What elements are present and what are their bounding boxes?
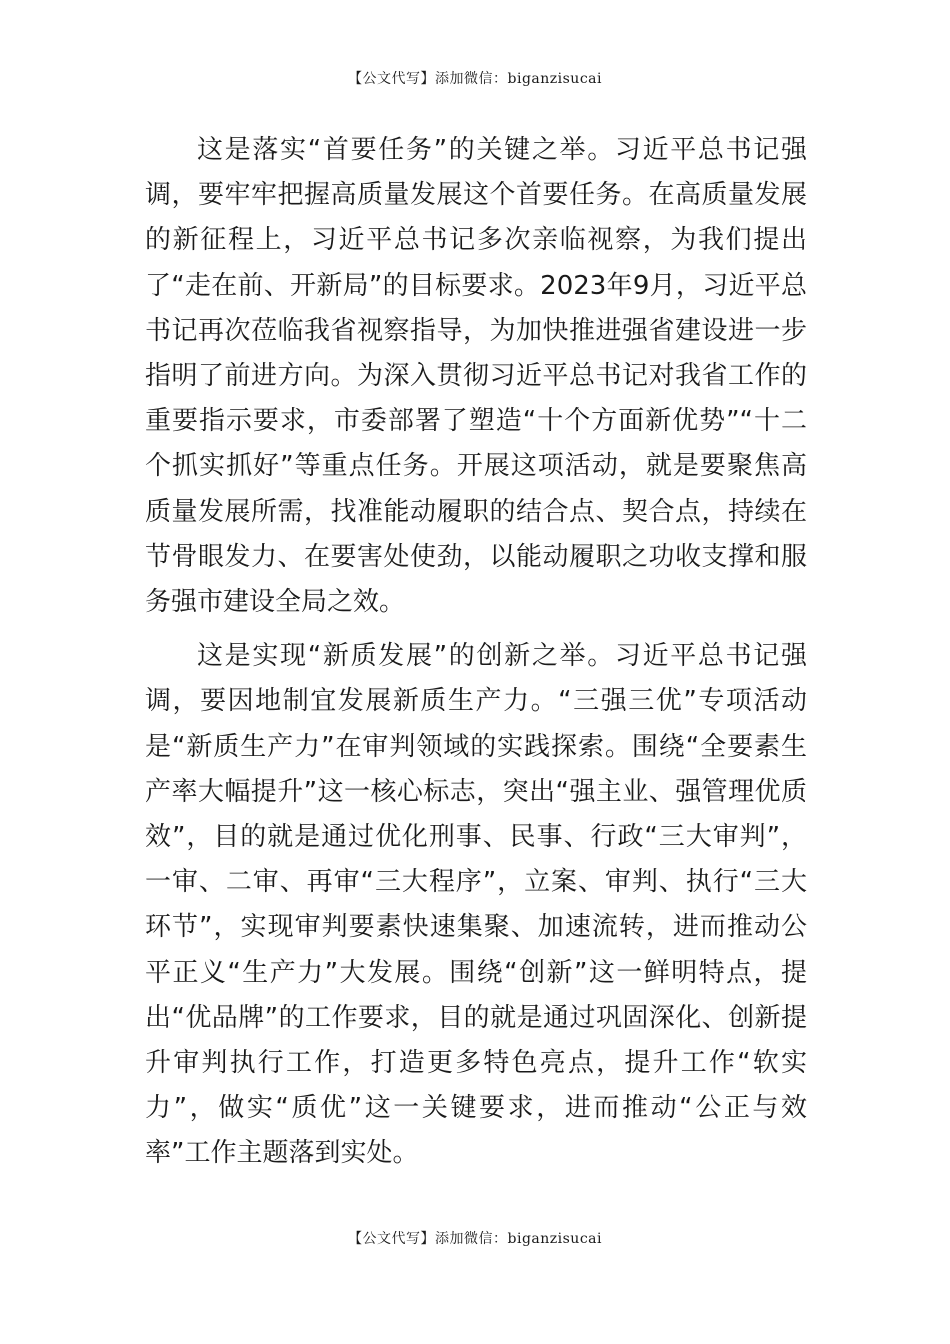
paragraph-new-quality: 这是实现“新质发展”的创新之举。习近平总书记强调，要因地制宜发展新质生产力。“三强三优”专项活动是“新质生产力”在审判领域的实践探索。围绕“全要素生产率大幅提升”这一核心标志，突出“强主业、强管理优质效”，目的就是通过优化刑事、民事、行政“三大审判”，一审、二审、再审“三大程序”，立案、审判、执行“三大环节”，实现审判要素快速集聚、加速流转，进而推动公平正义“生产力”大发展。围绕“创新”这一鲜明特点，提出“优品牌”的工作要求，目的就是通过巩固深化、创新提升审判执行工作，打造更多特色亮点，提升工作“软实力”，做实“质优”这一关键要求，进而推动“公正与效率”工作主题落到实处。 [145,641,807,1169]
paragraph-first-task: 这是落实“首要任务”的关键之举。习近平总书记强调，要牢牢把握高质量发展这个首要任务。在高质量发展的新征程上，习近平总书记多次亲临视察，为我们提出了“走在前、开新局”的目标要求。2023年9月，习近平总书记再次莅临我省视察指导，为加快推进强省建设进一步指明了前进方向。为深入贯彻习近平总书记对我省工作的重要指示要求，市委部署了塑造“十个方面新优势”“十二个抓实抓好”等重点任务。开展这项活动，就是要聚焦高质量发展所需，找准能动履职的结合点、契合点，持续在节骨眼发力、在要害处使劲，以能动履职之功收支撑和服务强市建设全局之效。 [145,135,807,618]
page-header: 【公文代写】添加微信：biganzisucai [348,71,602,87]
page-footer: 【公文代写】添加微信：biganzisucai [348,1231,602,1247]
document-body [145,128,807,1177]
